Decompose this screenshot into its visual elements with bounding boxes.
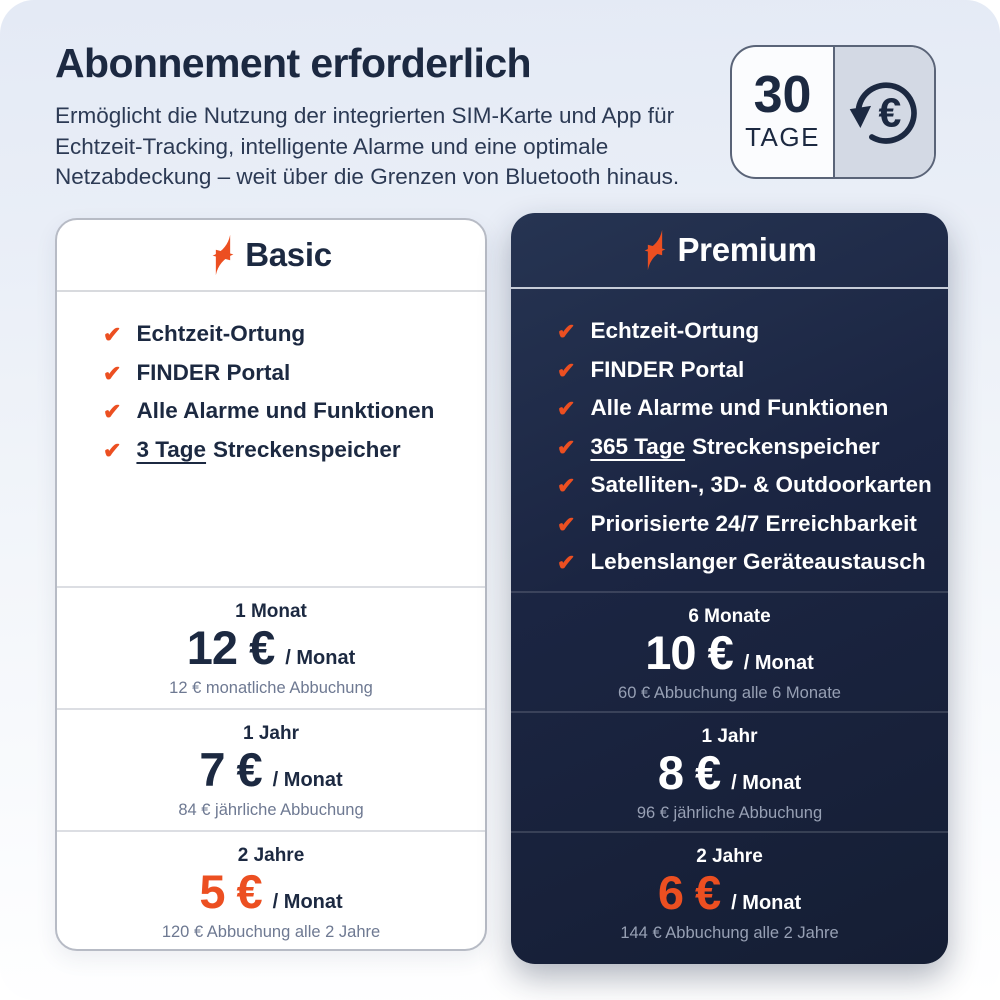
feature-item: ✔ Echtzeit-Ortung [103, 321, 306, 347]
tier-billing-note: 12 € monatliche Abbuchung [169, 679, 373, 698]
brand-flash-icon [642, 227, 668, 273]
basic-plan-card [55, 218, 487, 951]
basic-price-tier-2-jahre [57, 830, 485, 949]
tier-price: 7 € [199, 743, 262, 796]
premium-plan-card [511, 213, 948, 964]
tier-price: 10 € [645, 626, 733, 679]
badge-days-number: 30 [753, 65, 812, 124]
feature-item: ✔ FINDER Portal [103, 359, 291, 386]
tier-duration: 1 Monat [235, 601, 307, 622]
badge-icon-panel [833, 47, 934, 177]
tier-duration: 6 Monate [688, 606, 771, 627]
premium-price-tier-1-jahr [511, 711, 948, 831]
tier-per-label: / Monat [743, 652, 814, 674]
tier-per-label: / Monat [731, 772, 802, 794]
tier-billing-note: 96 € jährliche Abbuchung [636, 804, 823, 823]
feature-item: ✔ 365 Tage Streckenspeicher [557, 433, 880, 460]
basic-plan-name: Basic [245, 236, 332, 273]
tier-per-label: / Monat [731, 892, 802, 914]
badge-days-panel [732, 47, 833, 177]
check-icon: ✔ [557, 550, 576, 576]
tier-per-label: / Monat [272, 891, 343, 913]
tier-duration: 2 Jahre [237, 845, 305, 866]
basic-price-tier-1-monat [57, 586, 485, 708]
feature-item: ✔ Alle Alarme und Funktionen [557, 395, 889, 422]
premium-feature-list [511, 289, 948, 591]
svg-text:€: € [878, 88, 901, 135]
feature-item: ✔ FINDER Portal [557, 356, 745, 383]
check-icon: ✔ [103, 437, 122, 463]
check-icon: ✔ [557, 396, 576, 422]
check-icon: ✔ [557, 473, 576, 499]
tier-per-label: / Monat [285, 647, 356, 669]
money-back-badge [730, 45, 936, 179]
tier-price: 8 € [657, 746, 721, 799]
check-icon: ✔ [557, 434, 576, 460]
tier-price: 5 € [199, 865, 262, 918]
basic-feature-list [57, 292, 485, 586]
check-icon: ✔ [557, 357, 576, 383]
tier-per-label: / Monat [272, 769, 343, 791]
header [55, 40, 731, 193]
tier-price: 12 € [186, 621, 275, 674]
feature-item: ✔ Priorisierte 24/7 Erreichbarkeit [557, 510, 917, 537]
feature-item: ✔ Echtzeit-Ortung [557, 318, 760, 344]
check-icon: ✔ [103, 399, 122, 425]
feature-item: ✔ 3 Tage Streckenspeicher [103, 436, 401, 463]
check-icon: ✔ [557, 511, 576, 537]
check-icon: ✔ [103, 322, 122, 347]
brand-flash-icon [210, 232, 236, 278]
basic-price-tier-1-jahr [57, 708, 485, 830]
tier-billing-note: 144 € Abbuchung alle 2 Jahre [620, 924, 839, 943]
premium-price-tier-2-jahre [511, 831, 948, 964]
check-icon: ✔ [103, 360, 122, 386]
tier-price: 6 € [657, 866, 721, 919]
tier-duration: 1 Jahr [701, 726, 758, 747]
premium-price-tier-6-monate [511, 591, 948, 711]
tier-duration: 1 Jahr [243, 723, 299, 744]
tier-billing-note: 84 € jährliche Abbuchung [178, 801, 364, 820]
check-icon: ✔ [557, 319, 576, 344]
tier-duration: 2 Jahre [696, 846, 763, 867]
basic-plan-header [57, 220, 485, 292]
page-title: Abonnement erforderlich [55, 40, 531, 86]
premium-plan-name: Premium [677, 231, 817, 268]
premium-plan-header [511, 213, 948, 289]
euro-return-icon [844, 69, 926, 156]
feature-item: ✔ Lebenslanger Geräteaustausch [557, 549, 926, 576]
page-subtitle: Ermöglicht die Nutzung der integrierten SIM-Karte und App für Echtzeit-Tracking, intelligente Alarme und eine optimale Netzabdeckung – weit über die Grenzen von Bluetooth hinaus. [55, 103, 680, 190]
feature-item: ✔ Satelliten-, 3D- & Outdoorkarten [557, 472, 932, 499]
feature-item: ✔ Alle Alarme und Funktionen [103, 398, 435, 425]
badge-days-label: TAGE [745, 122, 820, 153]
tier-billing-note: 60 € Abbuchung alle 6 Monate [618, 684, 841, 703]
tier-billing-note: 120 € Abbuchung alle 2 Jahre [161, 923, 381, 942]
